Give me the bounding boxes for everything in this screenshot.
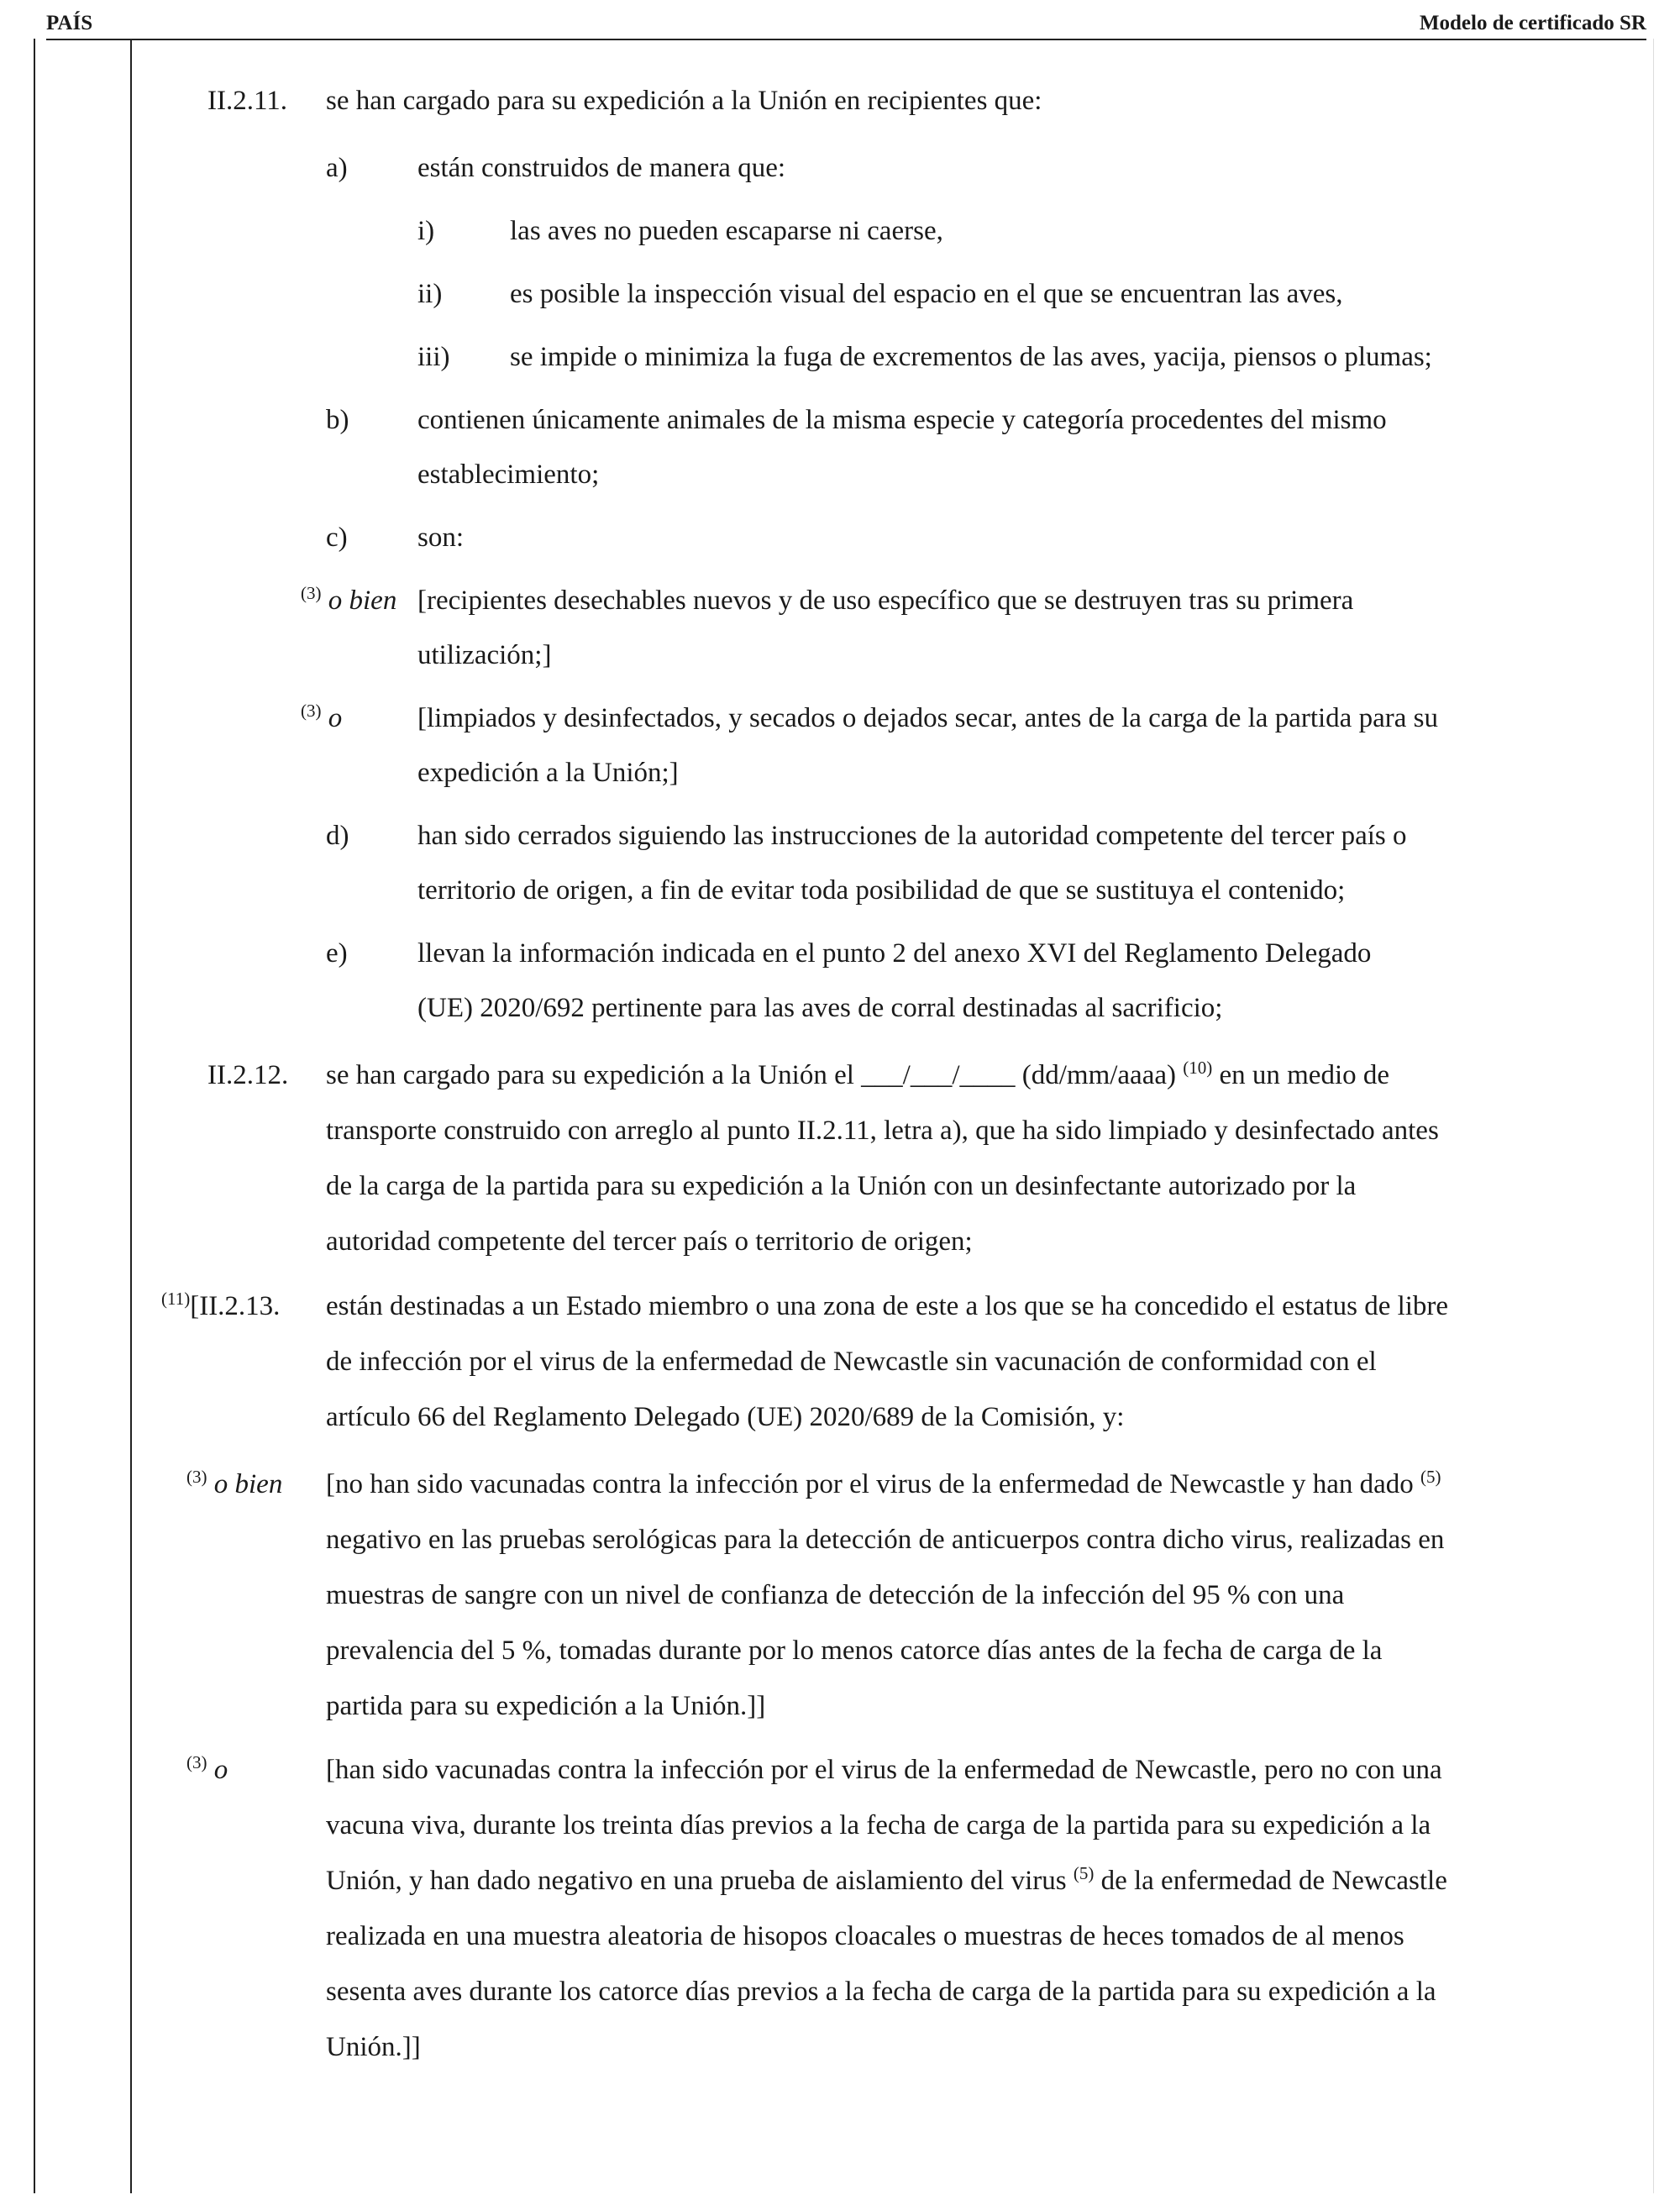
section-text: artículo 66 del Reglamento Delegado (UE) 2020/689 de la Comisión, y: <box>326 1402 1125 1432</box>
option-label: $^{(3)}$ o bien <box>186 1467 283 1499</box>
section-text: de infección por el virus de la enfermedad de Newcastle sin vacunación de conformidad con el <box>326 1347 1377 1377</box>
section-text: se han cargado para su expedición a la Unión el ___/___/____ (dd/mm/aaaa) $^{(10)}$ en un medio de <box>326 1058 1390 1090</box>
option-text: partida para su expedición a la Unión.]] <box>326 1691 766 1721</box>
subitem-text: se impide o minimiza la fuga de excrementos de las aves, yacija, piensos o plumas; <box>510 342 1432 372</box>
left-border <box>34 39 35 2193</box>
option-text: negativo en las pruebas serológicas para la detección de anticuerpos contra dicho virus, realizadas en <box>326 1525 1445 1555</box>
item-label: e) <box>326 938 348 969</box>
subitem-label: ii) <box>417 279 443 309</box>
option-text: [limpiados y desinfectados, y secados o dejados secar, antes de la carga de la partida para su <box>417 703 1438 733</box>
option-label: $^{(3)}$ o <box>186 1752 228 1785</box>
item-text: (UE) 2020/692 pertinente para las aves de corral destinadas al sacrificio; <box>417 993 1223 1023</box>
option-text: realizada en una muestra aleatoria de hisopos cloacales o muestras de heces tomados de al menos <box>326 1921 1404 1951</box>
section-number: $^{(11)}$[II.2.13. <box>161 1289 281 1321</box>
subitem-label: iii) <box>417 342 450 372</box>
option-text: [no han sido vacunadas contra la infección por el virus de la enfermedad de Newcastle y han dado $^{(5)}$ <box>326 1467 1441 1499</box>
option-text: expedición a la Unión;] <box>417 758 679 788</box>
option-label: $^{(3)}$ o <box>301 701 343 733</box>
header-country: PAÍS <box>46 12 93 34</box>
item-text: son: <box>417 522 465 553</box>
top-rule <box>46 39 1646 40</box>
section-text: se han cargado para su expedición a la Unión en recipientes que: <box>326 86 1042 116</box>
header-certificate-model: Modelo de certificado SR <box>1419 12 1646 34</box>
item-text: llevan la información indicada en el punto 2 del anexo XVI del Reglamento Delegado <box>417 938 1372 969</box>
item-label: a) <box>326 153 348 183</box>
section-text: de la carga de la partida para su expedición a la Unión con un desinfectante autorizado por la <box>326 1171 1357 1201</box>
section-text: autoridad competente del tercer país o territorio de origen; <box>326 1226 973 1257</box>
option-text: utilización;] <box>417 640 552 670</box>
option-text: muestras de sangre con un nivel de confianza de detección de la infección del 95 % con una <box>326 1580 1345 1610</box>
item-text: establecimiento; <box>417 459 600 490</box>
subitem-text: es posible la inspección visual del espacio en el que se encuentran las aves, <box>510 279 1343 309</box>
item-label: c) <box>326 522 348 553</box>
option-label: $^{(3)}$ o bien <box>301 583 397 616</box>
item-text: están construidos de manera que: <box>417 153 786 183</box>
section-number: II.2.11. <box>207 86 288 116</box>
section-text: transporte construido con arreglo al punto II.2.11, letra a), que ha sido limpiado y desinfectado antes <box>326 1116 1439 1146</box>
section-text: están destinadas a un Estado miembro o una zona de este a los que se ha concedido el estatus de libre <box>326 1291 1449 1321</box>
item-text: contienen únicamente animales de la misma especie y categoría procedentes del mismo <box>417 405 1387 435</box>
section-number: II.2.12. <box>207 1060 289 1090</box>
subitem-text: las aves no pueden escaparse ni caerse, <box>510 216 943 246</box>
item-label: b) <box>326 405 349 435</box>
option-text: [recipientes desechables nuevos y de uso específico que se destruyen tras su primera <box>417 585 1354 616</box>
option-text: sesenta aves durante los catorce días previos a la fecha de carga de la partida para su expedición a la <box>326 1977 1436 2007</box>
subitem-label: i) <box>417 216 435 246</box>
option-text: Unión, y han dado negativo en una prueba de aislamiento del virus $^{(5)}$ de la enfermedad de Newcastle <box>326 1863 1447 1896</box>
option-text: Unión.]] <box>326 2032 421 2062</box>
inner-border <box>130 39 132 2193</box>
item-text: han sido cerrados siguiendo las instrucciones de la autoridad competente del tercer país o <box>417 821 1407 851</box>
option-text: [han sido vacunadas contra la infección por el virus de la enfermedad de Newcastle, pero no con una <box>326 1755 1442 1785</box>
option-text: prevalencia del 5 %, tomadas durante por lo menos catorce días antes de la fecha de carga de la <box>326 1636 1383 1666</box>
option-text: vacuna viva, durante los treinta días previos a la fecha de carga de la partida para su expedición a la <box>326 1810 1431 1840</box>
item-text: territorio de origen, a fin de evitar toda posibilidad de que se sustituya el contenido; <box>417 875 1346 906</box>
item-label: d) <box>326 821 349 851</box>
right-border <box>1653 39 1654 2193</box>
